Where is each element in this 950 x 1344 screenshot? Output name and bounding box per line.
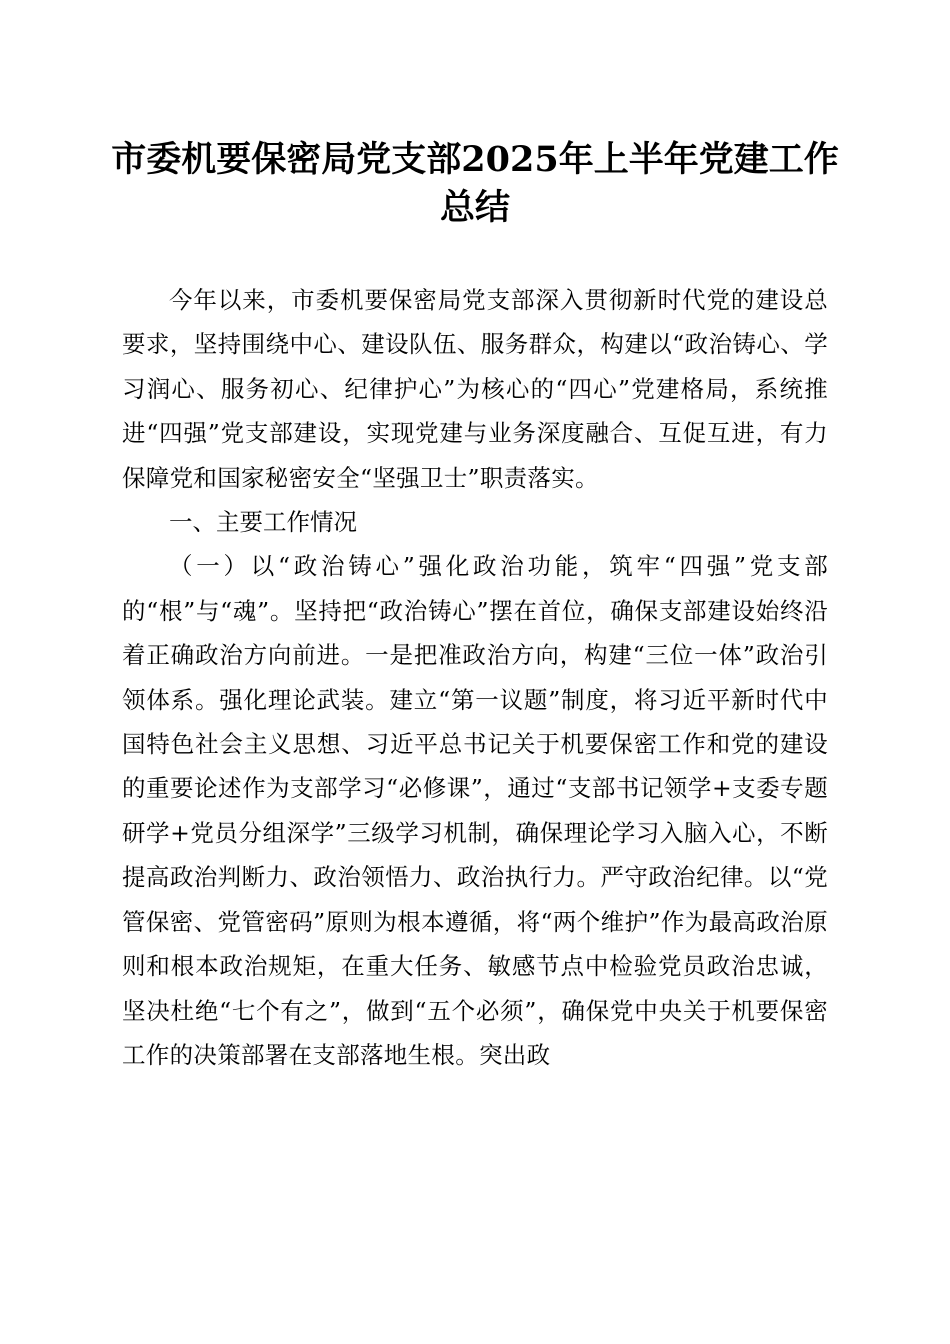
intro-paragraph: 今年以来，市委机要保密局党支部深入贯彻新时代党的建设总要求，坚持围绕中心、建设队伍、服务群众，构建以“政治铸心、学习润心、服务初心、纪律护心”为核心的“四心”党建格局，系统推进“四强”党支部建设，实现党建与业务深度融合、互促互进，有力保障党和国家秘密安全“坚强卫士”职责落实。: [122, 286, 828, 492]
subsection-paragraph: （一）以“政治铸心”强化政治功能，筑牢“四强”党支部的“根”与“魂”。坚持把“政治铸心”摆在首位，确保支部建设始终沿着正确政治方向前进。一是把准政治方向，构建“三位一体”政治引领体系。强化理论武装。建立“第一议题”制度，将习近平新时代中国特色社会主义思想、习近平总书记关于机要保密工作和党的建设的重要论述作为支部学习“必修课”，通过“支部书记领学+支委专题研学+党员分组深学”三级学习机制，确保理论学习入脑入心，不断提高政治判断力、政治领悟力、政治执行力。严守政治纪律。以“党管保密、党管密码”原则为根本遵循，将“两个维护”作为最高政治原则和根本政治规矩，在重大任务、敏感节点中检验党员政治忠诚，坚决杜绝“七个有之”，做到“五个必须”，确保党中央关于机要保密工作的决策部署在支部落地生根。突出政: [122, 552, 828, 1069]
section-heading: 一、主要工作情况: [169, 508, 357, 537]
document-title: 市委机要保密局党支部2025年上半年党建工作总结: [111, 139, 839, 228]
document-body: [122, 278, 828, 1077]
